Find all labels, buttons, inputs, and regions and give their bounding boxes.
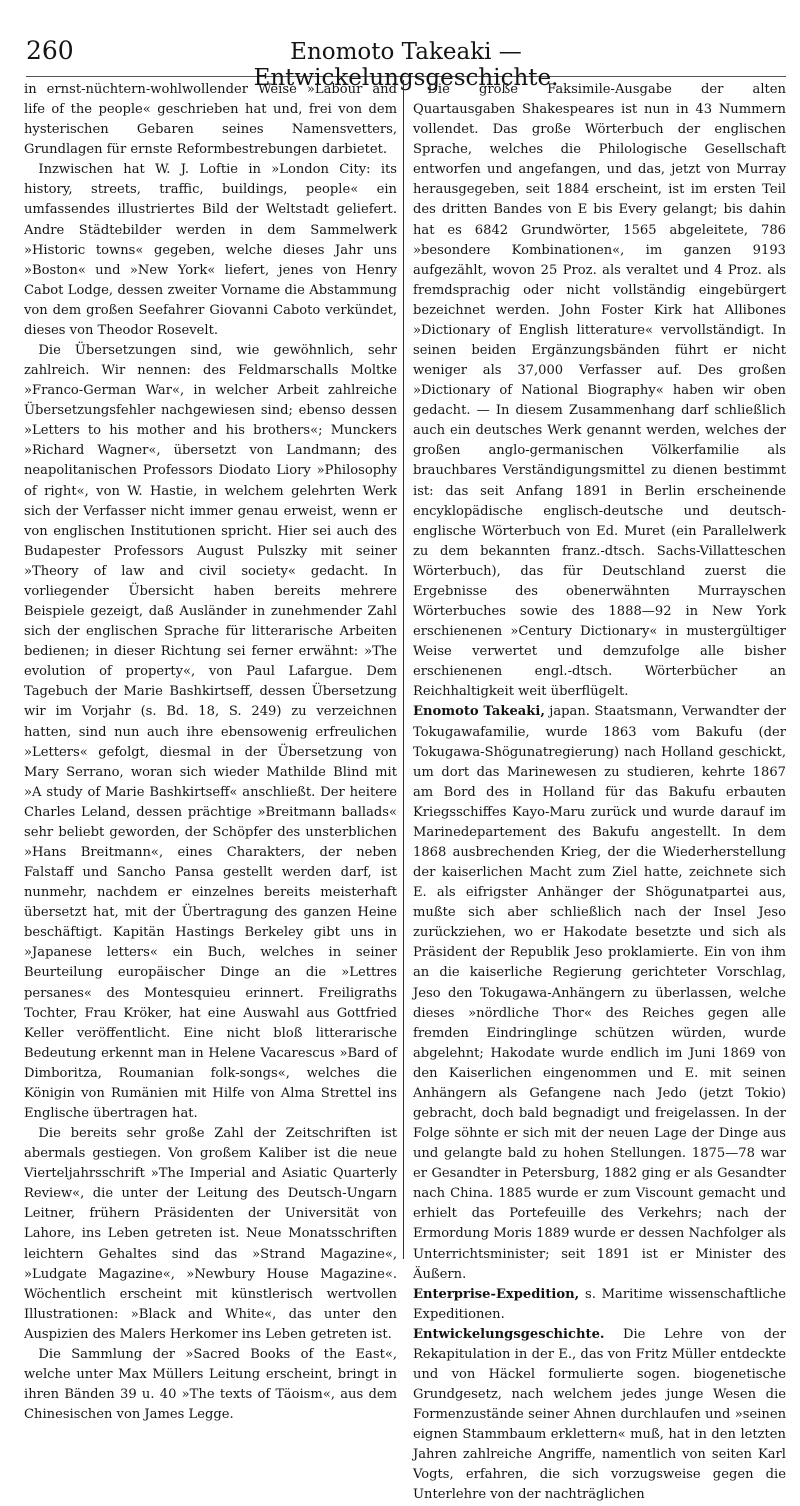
paragraph: Die Sammlung der »Sacred Books of the East«, welche unter Max Müllers Leitung erscheint, bringt in ihren Bänden 39 u. 40 »The texts of Täoism«, aus dem Chinesischen von James Legge. xyxy=(24,1346,397,1423)
entry-headword: Enterprise-Expedition, xyxy=(413,1286,580,1302)
text-columns xyxy=(24,80,786,1503)
paragraph: Die große Faksimile-Ausgabe der alten Quartausgaben Shakespeares ist nun in 43 Nummern vollendet. Das große Wörterbuch der englischen Sprache, welches die Philologische Gesellschaft entworfen und angefangen, und das, jetzt von Murray herausgegeben, seit 1884 erscheint, ist im ersten Teil des dritten Bandes von E bis Every gelangt; bis dahin hat es 6842 Grundwörter, 1565 abgeleitete, 786 »besondere Kombinationen«, im ganzen 9193 aufgezählt, wovon 25 Proz. als veraltet und 4 Proz. als fremdsprachig oder nicht vollständig eingebürgert bezeichnet werden. John Foster Kirk hat Allibones »Dictionary of English litterature« vervollständigt. In seinen beiden Ergänzungsbänden führt er nicht weniger als 37,000 Verfasser auf. Des großen »Dictionary of National Biography« haben wir oben gedacht. — In diesem Zusammenhang darf schließlich auch ein deutsches Werk genannt werden, welches der großen anglo-germanischen Völkerfamilie als brauchbares Verständigungsmittel zu dienen bestimmt ist: das seit Anfang 1891 in Berlin erscheinende encyklopädische englisch-deutsche und deutsch-englische Wörterbuch von Ed. Muret (ein Parallelwerk zu dem bekannten franz.-dtsch. Sachs-Villatteschen Wörterbuch), das für Deutschland zuerst die Ergebnisse des obenerwähnten Murrayschen Wörterbuches sowie des 1888—92 in New York erschienenen »Century Dictionary« in mustergültiger Weise verwertet und demzufolge alle bisher erschienenen engl.-dtsch. Wörterbücher an Reichhaltigkeit weit überflügelt. xyxy=(413,82,786,700)
paragraph: in ernst-nüchtern-wohlwollender Weise »Labour and life of the people« geschrieben hat und, frei von dem hysterischen Gebaren seines Namensvetters, Grundlagen für ernste Reformbestrebungen darbietet. xyxy=(24,82,397,158)
page-header xyxy=(26,36,786,91)
left-column xyxy=(24,80,403,1423)
paragraph: Inzwischen hat W. J. Loftie in »London City: its history, streets, traffic, buildings, people« ein umfassendes illustriertes Bild der Weltstadt geliefert. Andre Städtebilder werden in dem Sammelwerk »Historic towns« gegeben, welche dieses Jahr uns »Boston« und »New York« liefert, jenes von Henry Cabot Lodge, dessen zweiter Vorname die Abstammung von dem großen Seefahrer Giovanni Caboto verkündet, dieses von Theodor Rosevelt. xyxy=(24,162,397,338)
entry-text: s. Maritime wissenschaftliche Expeditionen. xyxy=(413,1286,786,1322)
lexicon-entry xyxy=(413,1325,786,1506)
entry-text: Die Lehre von der Rekapitulation in der E., das von Fritz Müller entdeckte und von Häckel formulierte sogen. biogenetische Grundgesetz, nach welchem jedes junge Wesen die Formenzustände seiner Ahnen durchlaufen und »seinen eignen Stammbaum erklettern« muß, hat in den letzten Jahren zahlreiche Angriffe, namentlich von seiten Karl Vogts, erfahren, die sich vorzugsweise gegen die Unterlehre von der nachträglichen xyxy=(413,1326,786,1503)
running-head: Enomoto Takeaki — Entwickelungsgeschichte. xyxy=(253,39,559,91)
entry-headword: Enomoto Takeaki, xyxy=(413,704,545,720)
right-column xyxy=(403,80,786,1503)
lexicon-entry xyxy=(413,702,786,1284)
lexicon-entry xyxy=(413,1285,786,1325)
entry-text: japan. Staatsmann, Verwandter der Tokugawafamilie, wurde 1863 vom Bakufu (der Tokugawa-Shögunatregierung) nach Holland geschickt, um dort das Marinewesen zu studieren, kehrte 1867 am Bord des in Holland für das Bakufu erbauten Kriegsschiffes Kayo-Maru zurück und wurde darauf im Marinedepartement des Bakufu angestellt. In dem 1868 ausbrechenden Krieg, der die Wiederherstellung der kaiserlichen Macht zum Ziel hatte, zeichnete sich E. als eifrigster Anhänger der Shögunatpartei aus, mußte sich aber schließlich nach der Insel Jeso zurückziehen, wo er Hakodate besetzte und sich als Präsident der Republik Jeso proklamierte. Ein von ihm an die kaiserliche Regierung gerichteter Vorschlag, Jeso den Tokugawa-Anhängern zu überlassen, welche dieses »nördliche Thor« des Reiches gegen alle fremden Eindringlinge schützen würden, wurde abgelehnt; Hakodate wurde endlich im Juni 1869 von den Kaiserlichen eingenommen und E. mit seinen Anhängern als Gefangene nach Jedo (jetzt Tokio) gebracht, doch bald begnadigt und freigelassen. In der Folge söhnte er sich mit der neuen Lage der Dinge aus und gelangte bald zu hohen Stellungen. 1875—78 war er Gesandter in Petersburg, 1882 ging er als Gesandter nach China. 1885 wurde er zum Viscount gemacht und erhielt das Portefeuille des Verkehrs; nach der Ermordung Moris 1889 wurde er dessen Nachfolger als Unterrichtsminister; seit 1891 ist er Minister des Äußern. xyxy=(413,704,786,1282)
paragraph: Die bereits sehr große Zahl der Zeitschriften ist abermals gestiegen. Von großem Kaliber ist die neue Vierteljahrsschrift »The Imperial and Asiatic Quarterly Review«, die unter der Leitung des Deutsch-Ungarn Leitner, frühern Präsidenten der Universität von Lahore, ins Leben getreten ist. Neue Monatsschriften leichtern Gehaltes sind das »Strand Magazine«, »Ludgate Magazine«, »Newbury House Magazine«. Wöchentlich erscheint mit künstlerisch wertvollen Illustrationen: »Black and White«, das unter den Auspizien des Malers Herkomer ins Leben getreten ist. xyxy=(24,1126,397,1342)
page-number: 260 xyxy=(26,36,74,65)
paragraph: Die Übersetzungen sind, wie gewöhnlich, sehr zahlreich. Wir nennen: des Feldmarschalls Moltke »Franco-German War«, in welcher Arbeit zahlreiche Übersetzungsfehler nachgewiesen sind; ebenso dessen »Letters to his mother and his brothers«; Munckers »Richard Wagner«, übersetzt von Landmann; des neapolitanischen Professors Diodato Liory »Philosophy of right«, von W. Hastie, in welchem gelehrten Werk sich der Verfasser nicht immer genau erweist, wenn er von englischen Institutionen spricht. Hier sei auch des Budapester Professors August Pulszky mit seiner »Theory of law and civil society« gedacht. In vorliegender Übersicht haben bereits mehrere Beispiele gezeigt, daß Ausländer in zunehmender Zahl sich der englischen Sprache für litterarische Arbeiten bedienen; in dieser Richtung sei ferner erwähnt: »The evolution of property«, von Paul Lafargue. Dem Tagebuch der Marie Bashkirtseff, dessen Übersetzung wir im Vorjahr (s. Bd. 18, S. 249) zu verzeichnen hatten, sind nun auch ihre ebensowenig erfreulichen »Letters« gefolgt, diesmal in der Übersetzung von Mary Serrano, woran sich wieder Mathilde Blind mit »A study of Marie Bashkirtseff« anschließt. Der heitere Charles Leland, dessen prächtige »Breitmann ballads« sehr beliebt geworden, der Schöpfer des unsterblichen »Hans Breitmann«, eines Charakters, der neben Falstaff und Sancho Pansa gestellt werden darf, ist nunmehr, nachdem er einzelnes bereits meisterhaft übersetzt hat, mit der Übertragung des ganzen Heine beschäftigt. Kapitän Hastings Berkeley gibt uns in »Japanese letters« ein Buch, welches in seiner Beurteilung europäischer Dinge an die »Lettres persanes« des Montesquieu erinnert. Freiligraths Tochter, Frau Kröker, hat eine Auswahl aus Gottfried Keller veröffentlicht. Eine nicht bloß litterarische Bedeutung erkennt man in Helene Vacarescus »Bard of Dimboritza, Roumanian folk-songs«, welches die Königin von Rumänien mit Hilfe von Alma Strettel ins Englische übertragen hat. xyxy=(24,343,397,1121)
entry-headword: Entwickelungsgeschichte. xyxy=(413,1326,605,1342)
